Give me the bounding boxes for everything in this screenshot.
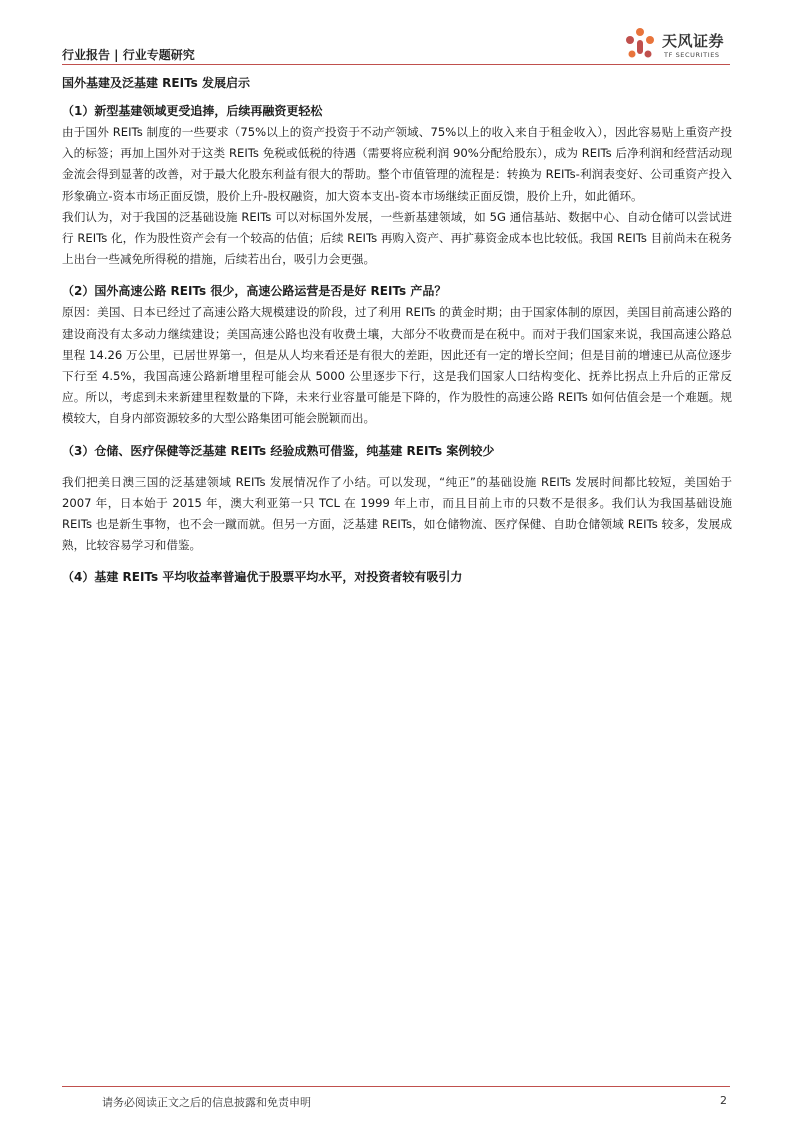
main-content	[62, 72, 732, 588]
paragraph: 原因：美国、日本已经过了高速公路大规模建设的阶段，过了利用 REITs 的黄金时期；由于国家体制的原因，美国目前高速公路的建设商没有太多动力继续建设；美国高速公路也没有收费土壤，大部分不收费而是在税中。而对于我们国家来说，我国高速公路总里程 14.26 万公里，已居世界第一，但是从人均来看还是有很大的差距，因此还有一定的增长空间；但是目前的增速已从高位逐步下行至 4.5%，我国高速公路新增里程可能会从 5000 公里逐步下行，这是我们国家人口结构变化、抚养比拐点上升后的正常反应。所以，考虑到未来新建里程数量的下降，未来行业容量可能是下降的，作为股性的高速公路 REITs 如何估值会是一个难题。规模较大，自身内部资源较多的大型公路集团可能会脱颖而出。	[62, 305, 732, 426]
paragraph: 我们把美日澳三国的泛基建领域 REITs 发展情况作了小结。可以发现，“纯正”的基础设施 REITs 发展时间都比较短，美国始于 2007 年，日本始于 2015 年，澳大利亚第一只 TCL 在 1999 年上市，而且目前上市的只数不是很多。我们认为我国基础设施 REITs 也是新生事物，也不会一蹴而就。但另一方面，泛基建 REITs，如仓储物流、医疗保健、自助仓储领域 REITs 较多，发展成熟，比较容易学习和借鉴。	[62, 474, 732, 553]
footer-divider	[62, 1086, 730, 1087]
header-divider	[62, 64, 730, 65]
logo-name-cn: 天风证券	[662, 32, 725, 50]
sub-heading-4: （4）基建 REITs 平均收益率普遍优于股票平均水平，对投资者较有吸引力	[62, 570, 463, 585]
company-logo	[622, 24, 734, 64]
sub-heading-1: （1）新型基建领域更受追捧，后续再融资更轻松	[62, 104, 323, 118]
logo-mark-icon	[622, 24, 658, 64]
paragraph: 由于国外 REITs 制度的一些要求（75%以上的资产投资于不动产领域、75%以上的收入来自于租金收入），因此容易贴上重资产投入的标签；再加上国外对于这类 REITs 免税或低税的待遇（需要将应税利润 90%分配给股东），成为 REITs 后净利润和经营活动现金流会得到显著的改善，对于最大化股东利益有很大的帮助。整个市值管理的流程是：转换为 REITs-利润表变好、公司重资产投入形象确立-资本市场正面反馈，股价上升-股权融资，加大资本支出-资本市场继续正面反馈，股价上升，如此循环。	[62, 125, 732, 203]
sub-heading-2: （2）国外高速公路 REITs 很少，高速公路运营是否是好 REITs 产品？	[62, 284, 447, 299]
report-category: 行业报告 | 行业专题研究	[62, 48, 195, 62]
section-title: 国外基建及泛基建 REITs 发展启示	[62, 76, 250, 90]
footer-disclaimer: 请务必阅读正文之后的信息披露和免责申明	[102, 1096, 311, 1109]
logo-name-en: TF SECURITIES	[664, 51, 720, 59]
paragraph: 我们认为，对于我国的泛基础设施 REITs 可以对标国外发展，一些新基建领域，如 5G 通信基站、数据中心、自动仓储可以尝试进行 REITs 化，作为股性资产会有一个较高的估值；后续 REITs 再购入资产、再扩募资金成本也比较低。我国 REITs 目前尚未在税务上出台一些减免所得税的措施，后续若出台，吸引力会更强。	[62, 209, 732, 267]
sub-heading-3: （3）仓储、医疗保健等泛基建 REITs 经验成熟可借鉴，纯基建 REITs 案例较少	[62, 443, 495, 458]
page-number: 2	[720, 1094, 727, 1107]
